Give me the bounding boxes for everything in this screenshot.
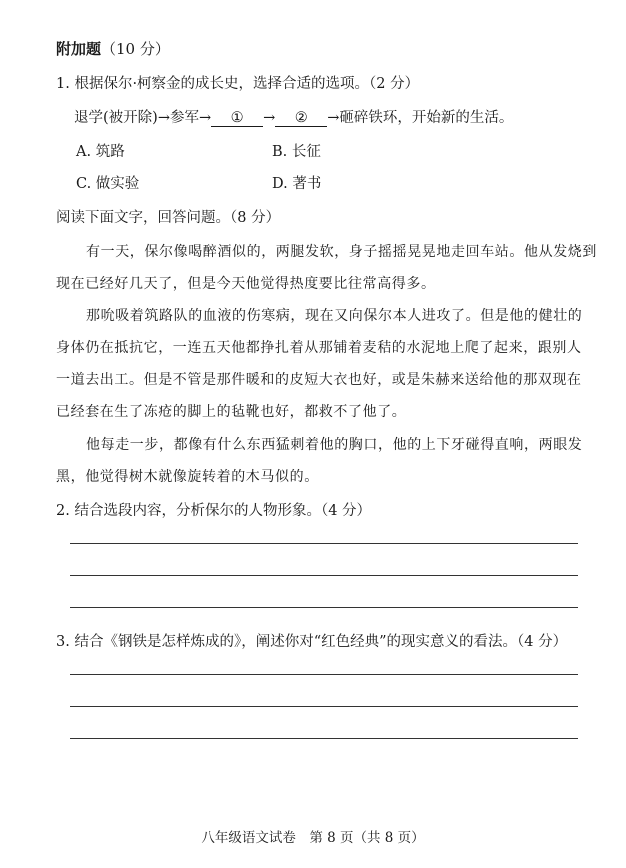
option-a: A. 筑路 xyxy=(76,144,125,160)
blank-2: ② xyxy=(275,110,327,127)
flow-end: →砸碎铁环，开始新的生活。 xyxy=(327,110,514,126)
question-1-stem: 1. 根据保尔·柯察金的成长史，选择合适的选项。（2 分） xyxy=(56,76,420,92)
answer-line[interactable] xyxy=(70,543,578,544)
passage-line: 那吮吸着筑路队的血液的伤寒病，现在又向保尔本人进攻了。但是他的健壮的 xyxy=(86,308,583,324)
answer-line[interactable] xyxy=(70,575,578,576)
option-b: B. 长征 xyxy=(272,144,321,160)
passage-line: 现在已经好几天了，但是今天他觉得热度要比往常高得多。 xyxy=(56,276,436,292)
answer-line[interactable] xyxy=(70,738,578,739)
flow-arrow: → xyxy=(263,110,276,126)
question-3-stem: 3. 结合《钢铁是怎样炼成的》，阐述你对“红色经典”的现实意义的看法。（4 分） xyxy=(56,634,568,650)
question-2-stem: 2. 结合选段内容，分析保尔的人物形象。（4 分） xyxy=(56,503,372,519)
passage-line: 黑，他觉得树木就像旋转着的木马似的。 xyxy=(56,469,319,485)
reading-instruction: 阅读下面文字，回答问题。（8 分） xyxy=(56,210,281,226)
answer-line[interactable] xyxy=(70,607,578,608)
page-footer: 八年级语文试卷 第 8 页（共 8 页） xyxy=(201,830,425,846)
section-title-text: 附加题 xyxy=(56,40,102,58)
passage-line: 身体仍在抵抗它，一连五天他都挣扎着从那铺着麦秸的水泥地上爬了起来，跟别人 xyxy=(56,340,582,356)
passage-line: 他每走一步，都像有什么东西猛刺着他的胸口，他的上下牙碰得直响，两眼发 xyxy=(86,437,583,453)
section-title xyxy=(56,38,170,59)
option-d: D. 著书 xyxy=(272,176,322,192)
passage-line: 已经套在生了冻疮的脚上的毡靴也好，都救不了他了。 xyxy=(56,404,407,420)
passage-line: 一道去出工。但是不管是那件暖和的皮短大衣也好，或是朱赫来送给他的那双现在 xyxy=(56,372,582,388)
question-1-flow xyxy=(74,106,513,127)
passage-line: 有一天，保尔像喝醉酒似的，两腿发软，身子摇摇晃晃地走回车站。他从发烧到 xyxy=(86,244,597,260)
answer-line[interactable] xyxy=(70,674,578,675)
option-c: C. 做实验 xyxy=(76,176,140,192)
blank-1: ① xyxy=(211,110,263,127)
section-score: （10 分） xyxy=(101,40,170,58)
answer-line[interactable] xyxy=(70,706,578,707)
flow-start: 退学(被开除)→参军→ xyxy=(74,110,212,126)
